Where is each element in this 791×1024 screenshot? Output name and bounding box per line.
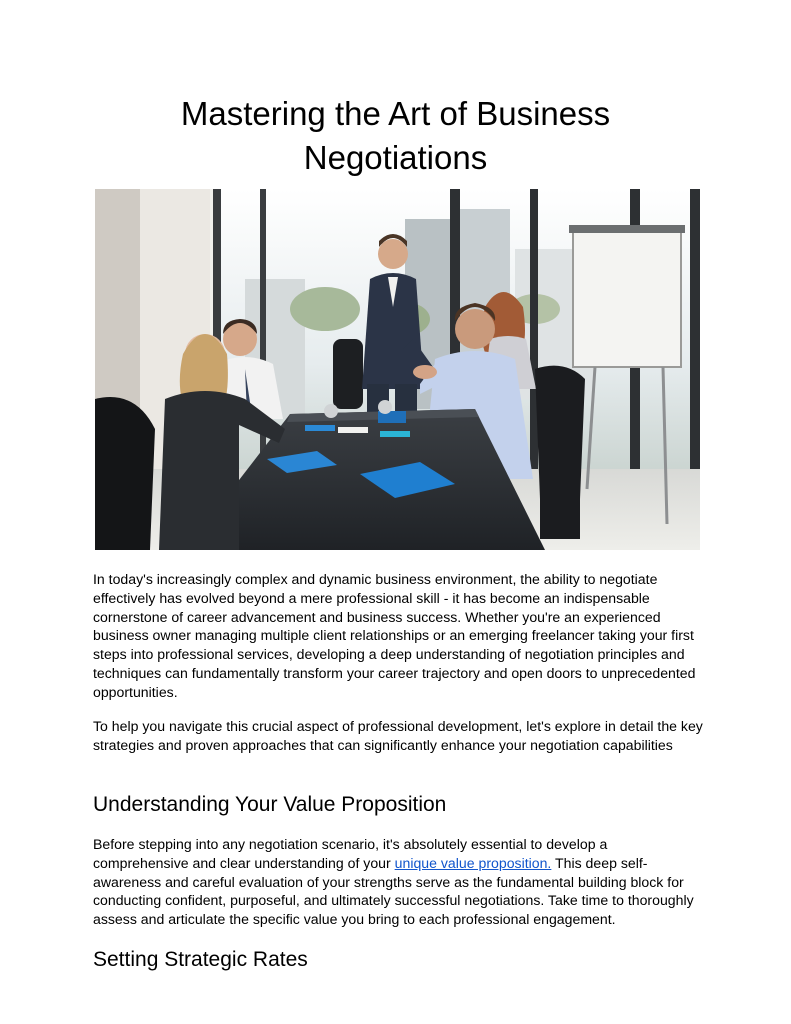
intro-paragraph: In today's increasingly complex and dynamic business environment, the ability to negotiate effectively has evolved beyond a mere professional skill - it has become an indispensable cornerstone of career advancement and business success. Whether you're an experienced business owner managing multiple client relationships or an emerging freelancer taking your first steps into professional services, developing a deep understanding of negotiation principles and techniques can fundamentally transform your career trajectory and open doors to unprecedented opportunities. — [93, 571, 696, 700]
value-proposition-text-end: This deep self-awareness and careful evaluation of your strengths serve as the fundamental building block for conducting confident, purposeful, and ultimately successful negotiations. Take time to thoroughly assess and articulate the specific value you bring to each professional engagement. — [93, 854, 694, 928]
section-heading-value-proposition: Understanding Your Value Proposition — [93, 793, 447, 816]
section-heading-strategic-rates: Setting Strategic Rates — [93, 948, 308, 971]
value-proposition-text-start: Before stepping into any negotiation scenario, it's absolutely essential to develop a comprehensive and clear understanding of your — [93, 836, 608, 871]
help-paragraph: To help you navigate this crucial aspect of professional development, let's explore in detail the key strategies and proven approaches that can significantly enhance your negotiation capabilities — [93, 718, 703, 753]
page-title: Mastering the Art of Business Negotiations — [180, 95, 611, 176]
value-proposition-paragraph — [93, 835, 703, 929]
unique-value-proposition-link[interactable]: unique value proposition. — [394, 854, 552, 871]
hero-image — [95, 189, 700, 550]
